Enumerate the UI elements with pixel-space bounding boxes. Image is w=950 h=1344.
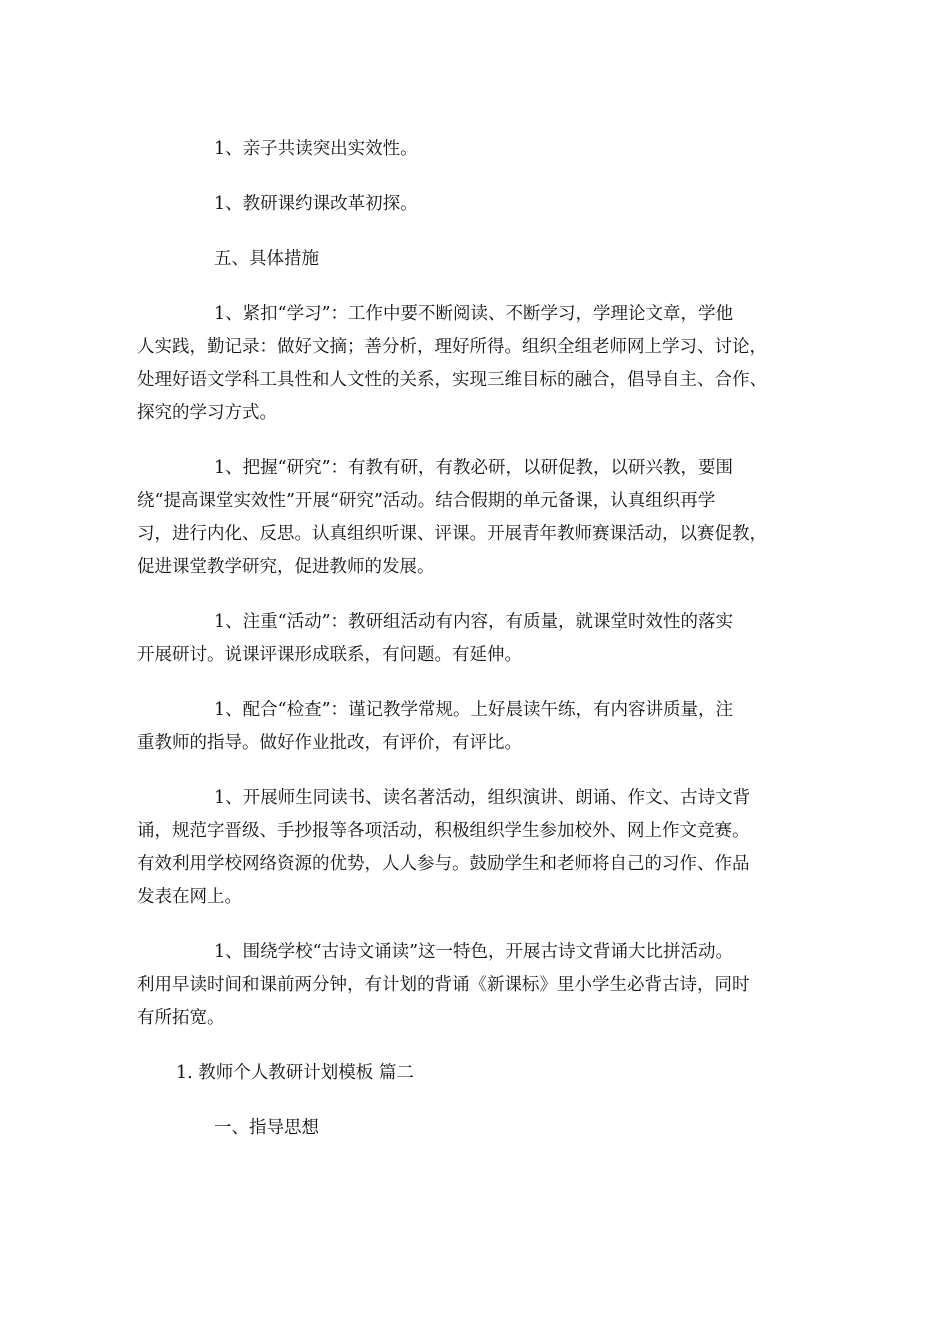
text-line: 1、亲子共读突出实效性。	[214, 139, 418, 159]
text-line: 有所拓宽。	[137, 1008, 225, 1028]
text-line: 1、教研课约课改革初探。	[214, 194, 418, 214]
text-line: 1、紧扣“学习”：工作中要不断阅读、不断学习，学理论文章，学他	[214, 304, 734, 324]
text-line: 1、把握“研究”：有教有研，有教必研，以研促教，以研兴教，要围	[214, 458, 734, 478]
section-heading: 五、具体措施	[214, 249, 319, 269]
text-line: 有效利用学校网络资源的优势，人人参与。鼓励学生和老师将自己的习作、作品	[137, 854, 750, 874]
section-heading: 一、指导思想	[214, 1118, 319, 1138]
text-line: 1、配合“检查”：谨记教学常规。上好晨读午练，有内容讲质量，注	[214, 700, 734, 720]
text-line: 重教师的指导。做好作业批改，有评价，有评比。	[137, 733, 522, 753]
text-line: 习，进行内化、反思。认真组织听课、评课。开展青年教师赛课活动，以赛促教，	[137, 524, 767, 544]
text-line: 人实践，勤记录：做好文摘；善分析，理好所得。组织全组老师网上学习、讨论，	[137, 337, 767, 357]
text-line: 促进课堂教学研究，促进教师的发展。	[137, 557, 435, 577]
text-line: 1、注重“活动”：教研组活动有内容，有质量，就课堂时效性的落实	[214, 612, 734, 632]
text-line: 1、围绕学校“古诗文诵读”这一特色，开展古诗文背诵大比拼活动。	[214, 942, 734, 962]
text-line: 诵，规范字晋级、手抄报等各项活动，积极组织学生参加校外、网上作文竞赛。	[137, 821, 750, 841]
text-line: 处理好语文学科工具性和人文性的关系，实现三维目标的融合，倡导自主、合作、	[137, 370, 767, 390]
text-line: 探究的学习方式。	[137, 403, 277, 423]
text-line: 发表在网上。	[137, 887, 242, 907]
text-line: 开展研讨。说课评课形成联系，有问题。有延伸。	[137, 645, 522, 665]
text-line: 1、开展师生同读书、读名著活动，组织演讲、朗诵、作文、古诗文背	[214, 788, 751, 808]
text-line: 绕“提高课堂实效性”开展“研究”活动。结合假期的单元备课，认真组织再学	[137, 491, 716, 511]
document-subtitle: 1. 教师个人教研计划模板 篇二	[176, 1063, 414, 1083]
text-line: 利用早读时间和课前两分钟，有计划的背诵《新课标》里小学生必背古诗，同时	[137, 975, 750, 995]
